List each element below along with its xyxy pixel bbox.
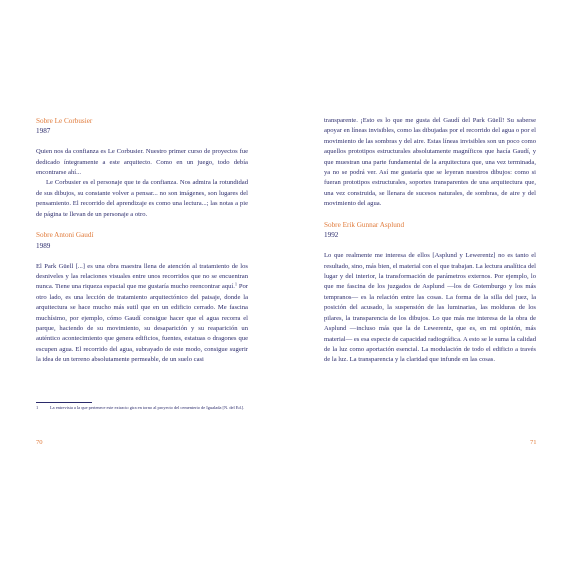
page-number: 70	[36, 439, 43, 446]
right-text-column	[324, 116, 536, 366]
footnote-number: 1	[36, 405, 39, 410]
footnote	[36, 405, 248, 412]
section-year-1987: 1987	[36, 127, 51, 136]
footnote-rule	[36, 402, 92, 403]
paragraph: Lo que realmente me interesa de ellos [Asplund y Lewerentz] no es tanto el resultado, sino, más bien, el material con el que trabajan. La lectura analítica del lugar y del interior, la transformación de parámetros externos. Por ejemplo, lo que me fascina de los juzgados de Asplund —los de Gotemburgo y los más tempranos— es la relación entre las cosas. La forma de la silla del juez, la posición del acusado, la suspensión de las luminarias, las molduras de los pilares, la transparencia de los dibujos. Lo que más me interesa de la obra de Asplund —incluso más que la de Lewerentz, que es, en mi opinión, más material— es esa especie de capacidad radiográfica. A esto se le suma la calidad de la luz como aportación esencial. La modulación de todo el edificio a través de la luz. La transparencia y la claridad que infunde en las cosas.	[324, 252, 536, 364]
footnote-reference[interactable]: 1	[234, 281, 238, 287]
page-number: 71	[530, 439, 537, 446]
section-year-1989: 1989	[36, 241, 51, 250]
paragraph: Le Corbusier es el personaje que te da confianza. Nos admira la rotundidad de sus dibujos, su constante volver a pensar... no son imágenes, son lugares del pensamiento. El recorrido del aprendizaje es como una lectura...; las notas a pie de página te llevan de un personaje a otro.	[36, 179, 248, 218]
section-title-le-corbusier: Sobre Le Corbusier	[36, 117, 93, 125]
section-title-gaudi: Sobre Antoni Gaudí	[36, 231, 94, 240]
paragraph: Quien nos da confianza es Le Corbusier. Nuestro primer curso de proyectos fue dedicado íntegramente a este arquitecto. Como en un juego, todo debía encontrarse ahí...	[36, 148, 248, 177]
section-title-asplund: Sobre Erik Gunnar Asplund	[324, 221, 405, 230]
paragraph: transparente. ¡Esto es lo que me gusta del Gaudí del Park Güell! Su saberse apoyar en líneas invisibles, como las dibujadas por el recorrido del agua o por el movimiento de las sombras y del aire. Estas líneas invisibles son un poco como aquellos prototipos estructurales absolutamente magníficos que hacía Gaudí, y que muestran una parte fundamental de la arquitectura que, una vez terminada, ya no se podrá ver. Así me gustaría que se leyeran nuestros dibujos: como si fueran prototipos estructurales, soportes transparentes de una arquitectura que, una vez construida, se llenara de sucesos naturales, de sombras, de aire y del movimiento del agua.	[324, 117, 536, 208]
paragraph-text: Por otro lado, es una lección de tratamiento arquitectónico del paisaje, donde la arquitectura se hace mucho más sutil que en un edificio cerrado. Me fascina muchísimo, por ejemplo, cómo Gaudí consigue hacer que el agua recorra el parque, haciendo de su movimiento, su desaparición y su reaparición un auténtico acontecimiento que genera edificios, fuentes, estatuas o dragones que escupen agua. El recorrido del agua, subrayado de este modo, consigue sugerir la idea de un terreno absolutamente permeable, de un suelo casi	[36, 283, 248, 364]
left-text-column	[36, 116, 248, 366]
paragraph-text: El Park Güell [...] es una obra maestra llena de atención al tratamiento de los desniveles y las relaciones visuales entre unos recorridos que no se encuentran nunca. Tiene una riqueza espacial que me gustaría mucho reencontrar aquí.	[36, 262, 248, 291]
footnote-text: La entrevista a la que pertenece este extracto gira en torno al proyecto del cementerio de Igualada [N. del Ed.].	[50, 405, 245, 410]
section-year-1992: 1992	[324, 231, 339, 240]
paragraph	[36, 262, 248, 366]
right-page	[285, 0, 570, 570]
